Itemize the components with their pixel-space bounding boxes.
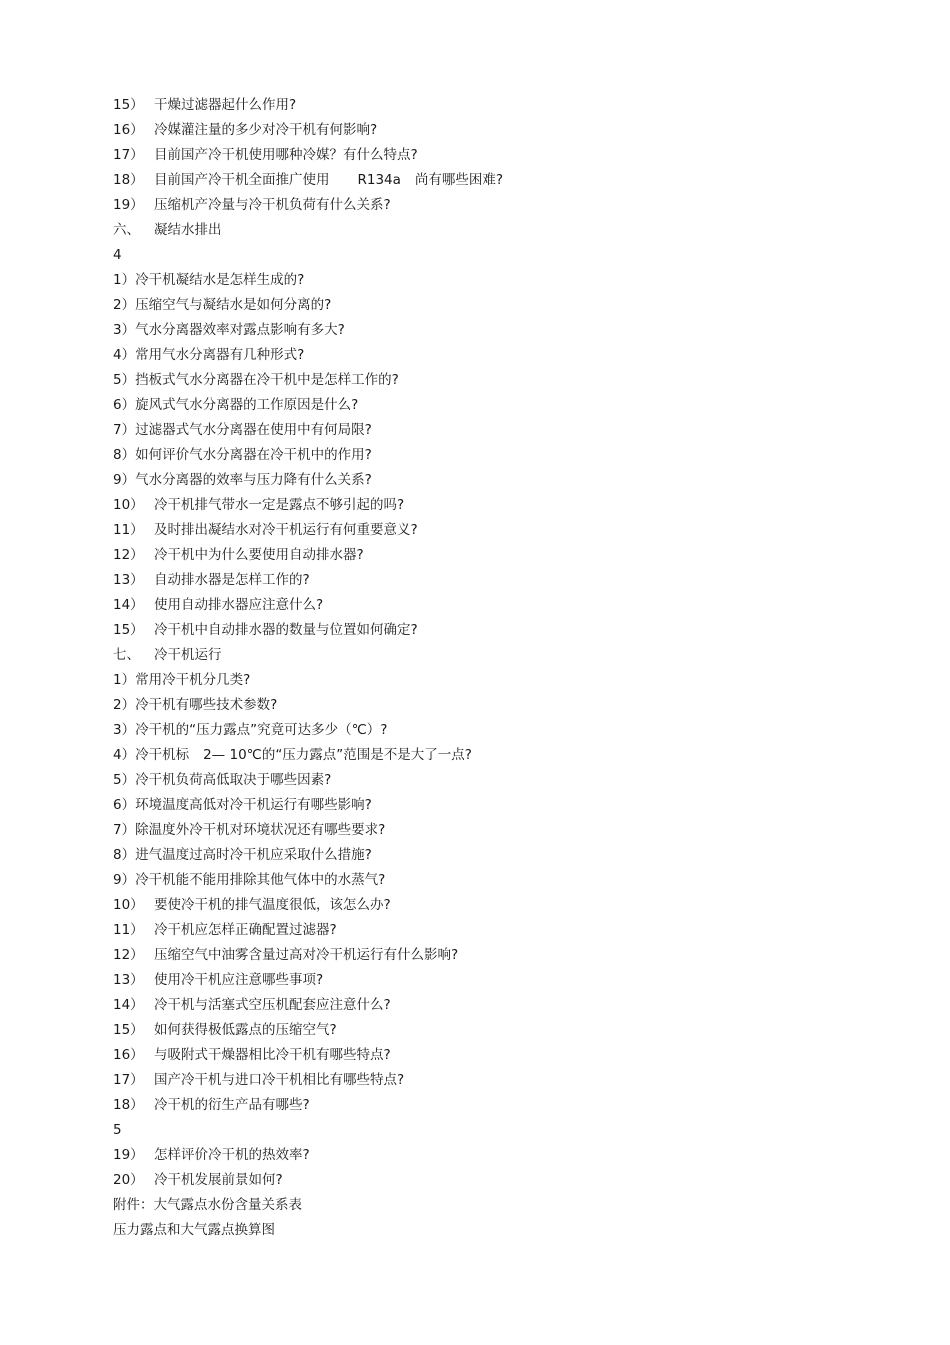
line-number: 5） — [113, 772, 136, 788]
line-number: 15） — [113, 1022, 144, 1038]
document-line — [113, 493, 893, 518]
line-number: 12） — [113, 547, 144, 563]
line-text: 自动排水器是怎样工作的? — [154, 572, 310, 588]
document-line — [113, 843, 893, 868]
document-line — [113, 993, 893, 1018]
document-line — [113, 368, 893, 393]
document-line — [113, 218, 893, 243]
line-text: 使用自动排水器应注意什么? — [154, 597, 324, 613]
line-number: 10） — [113, 897, 144, 913]
line-text: 冷干机的“压力露点”究竟可达多少（℃）? — [135, 722, 388, 738]
line-text: 附件：大气露点水份含量关系表 — [113, 1197, 302, 1213]
line-number: 4） — [113, 747, 136, 763]
line-text: 干燥过滤器起什么作用? — [154, 97, 297, 113]
line-number: 3） — [113, 322, 136, 338]
line-text: 目前国产冷干机全面推广使用 — [154, 172, 330, 188]
line-text: 国产冷干机与进口冷干机相比有哪些特点? — [154, 1072, 405, 1088]
line-number: 11） — [113, 922, 144, 938]
line-text: 常用冷干机分几类? — [135, 672, 251, 688]
document-line — [113, 243, 893, 268]
document-line — [113, 968, 893, 993]
line-text: 4 — [113, 247, 122, 263]
line-text: 怎样评价冷干机的热效率? — [154, 1147, 310, 1163]
line-text: 气水分离器的效率与压力降有什么关系? — [135, 472, 372, 488]
line-number: 9） — [113, 872, 136, 888]
line-number: 11） — [113, 522, 144, 538]
line-text: 压缩空气与凝结水是如何分离的? — [135, 297, 332, 313]
line-text: 过滤器式气水分离器在使用中有何局限? — [135, 422, 372, 438]
document-line — [113, 693, 893, 718]
line-number: 1） — [113, 272, 136, 288]
document-line — [113, 143, 893, 168]
line-number: 10） — [113, 497, 144, 513]
line-number: 20） — [113, 1172, 144, 1188]
line-number: 15） — [113, 622, 144, 638]
line-text: 冷干机运行 — [154, 647, 222, 663]
line-text: 冷干机凝结水是怎样生成的? — [135, 272, 305, 288]
line-number: 七、 — [113, 647, 140, 663]
line-text: 冷干机负荷高低取决于哪些因素? — [135, 772, 332, 788]
document-line — [113, 268, 893, 293]
line-number: 3） — [113, 722, 136, 738]
document-line — [113, 943, 893, 968]
line-number: 9） — [113, 472, 136, 488]
document-line — [113, 768, 893, 793]
line-text: 环境温度高低对冷干机运行有哪些影响? — [135, 797, 372, 813]
document-line — [113, 93, 893, 118]
document-line — [113, 818, 893, 843]
document-line — [113, 1118, 893, 1143]
document-line — [113, 168, 893, 193]
line-text: 凝结水排出 — [154, 222, 222, 238]
document-line — [113, 418, 893, 443]
line-text-part: 2— 10℃的“压力露点”范围是不是大了一点? — [203, 747, 472, 763]
line-text: 冷干机中为什么要使用自动排水器? — [154, 547, 364, 563]
line-text: 及时排出凝结水对冷干机运行有何重要意义? — [154, 522, 418, 538]
line-text: 5 — [113, 1122, 122, 1138]
line-text: 常用气水分离器有几种形式? — [135, 347, 305, 363]
document-line — [113, 293, 893, 318]
line-text: 冷干机发展前景如何? — [154, 1172, 283, 1188]
document-line — [113, 893, 893, 918]
line-number: 7） — [113, 822, 136, 838]
line-text: 使用冷干机应注意哪些事项? — [154, 972, 324, 988]
line-text: 要使冷干机的排气温度很低，该怎么办? — [154, 897, 391, 913]
document-line — [113, 918, 893, 943]
document-line — [113, 793, 893, 818]
document-line — [113, 118, 893, 143]
line-number: 17） — [113, 1072, 144, 1088]
line-number: 8） — [113, 847, 136, 863]
document-line — [113, 1218, 893, 1243]
line-text: 冷干机中自动排水器的数量与位置如何确定? — [154, 622, 418, 638]
document-line — [113, 668, 893, 693]
line-text: 旋风式气水分离器的工作原因是什么? — [135, 397, 359, 413]
document-line — [113, 1193, 893, 1218]
line-text: 如何评价气水分离器在冷干机中的作用? — [135, 447, 372, 463]
line-number: 15） — [113, 97, 144, 113]
line-text: 目前国产冷干机使用哪种冷媒？有什么特点? — [154, 147, 418, 163]
line-number: 14） — [113, 997, 144, 1013]
document-page — [113, 93, 893, 1243]
document-line — [113, 318, 893, 343]
line-number: 13） — [113, 972, 144, 988]
line-number: 六、 — [113, 222, 140, 238]
line-number: 2） — [113, 697, 136, 713]
document-line — [113, 393, 893, 418]
document-line — [113, 468, 893, 493]
line-text: 冷干机排气带水一定是露点不够引起的吗? — [154, 497, 405, 513]
document-line — [113, 718, 893, 743]
line-number: 4） — [113, 347, 136, 363]
document-line — [113, 518, 893, 543]
document-line — [113, 1168, 893, 1193]
document-line — [113, 743, 893, 768]
line-text-part: 尚有哪些困难? — [414, 172, 504, 188]
line-number: 19） — [113, 197, 144, 213]
line-number: 18） — [113, 172, 144, 188]
line-text: 如何获得极低露点的压缩空气? — [154, 1022, 337, 1038]
document-line — [113, 1143, 893, 1168]
line-number: 17） — [113, 147, 144, 163]
line-text: 气水分离器效率对露点影响有多大? — [135, 322, 345, 338]
line-text: 进气温度过高时冷干机应采取什么措施? — [135, 847, 372, 863]
document-line — [113, 618, 893, 643]
line-number: 1） — [113, 672, 136, 688]
line-text: 冷干机能不能用排除其他气体中的水蒸气? — [135, 872, 386, 888]
line-number: 2） — [113, 297, 136, 313]
document-line — [113, 543, 893, 568]
line-number: 14） — [113, 597, 144, 613]
line-number: 19） — [113, 1147, 144, 1163]
line-number: 16） — [113, 122, 144, 138]
document-line — [113, 193, 893, 218]
line-text: 压缩机产冷量与冷干机负荷有什么关系? — [154, 197, 391, 213]
document-line — [113, 443, 893, 468]
line-text: 冷干机的衍生产品有哪些? — [154, 1097, 310, 1113]
line-text: 压缩空气中油雾含量过高对冷干机运行有什么影响? — [154, 947, 459, 963]
document-line — [113, 643, 893, 668]
line-text: 除温度外冷干机对环境状况还有哪些要求? — [135, 822, 386, 838]
line-number: 12） — [113, 947, 144, 963]
line-number: 18） — [113, 1097, 144, 1113]
line-text: 挡板式气水分离器在冷干机中是怎样工作的? — [135, 372, 399, 388]
line-text: 压力露点和大气露点换算图 — [113, 1222, 275, 1238]
line-text-part: R134a — [357, 172, 401, 188]
line-number: 7） — [113, 422, 136, 438]
line-text: 冷干机有哪些技术参数? — [135, 697, 278, 713]
line-number: 13） — [113, 572, 144, 588]
document-line — [113, 1043, 893, 1068]
document-line — [113, 1018, 893, 1043]
document-line — [113, 868, 893, 893]
line-number: 6） — [113, 397, 136, 413]
document-line — [113, 568, 893, 593]
line-number: 5） — [113, 372, 136, 388]
line-text: 冷干机应怎样正确配置过滤器? — [154, 922, 337, 938]
document-line — [113, 1068, 893, 1093]
line-text: 冷媒灌注量的多少对冷干机有何影响? — [154, 122, 378, 138]
line-text: 冷干机与活塞式空压机配套应注意什么? — [154, 997, 391, 1013]
line-text: 冷干机标 — [135, 747, 190, 763]
document-line — [113, 593, 893, 618]
document-line — [113, 343, 893, 368]
line-text: 与吸附式干燥器相比冷干机有哪些特点? — [154, 1047, 391, 1063]
line-number: 6） — [113, 797, 136, 813]
document-line — [113, 1093, 893, 1118]
line-number: 8） — [113, 447, 136, 463]
line-number: 16） — [113, 1047, 144, 1063]
